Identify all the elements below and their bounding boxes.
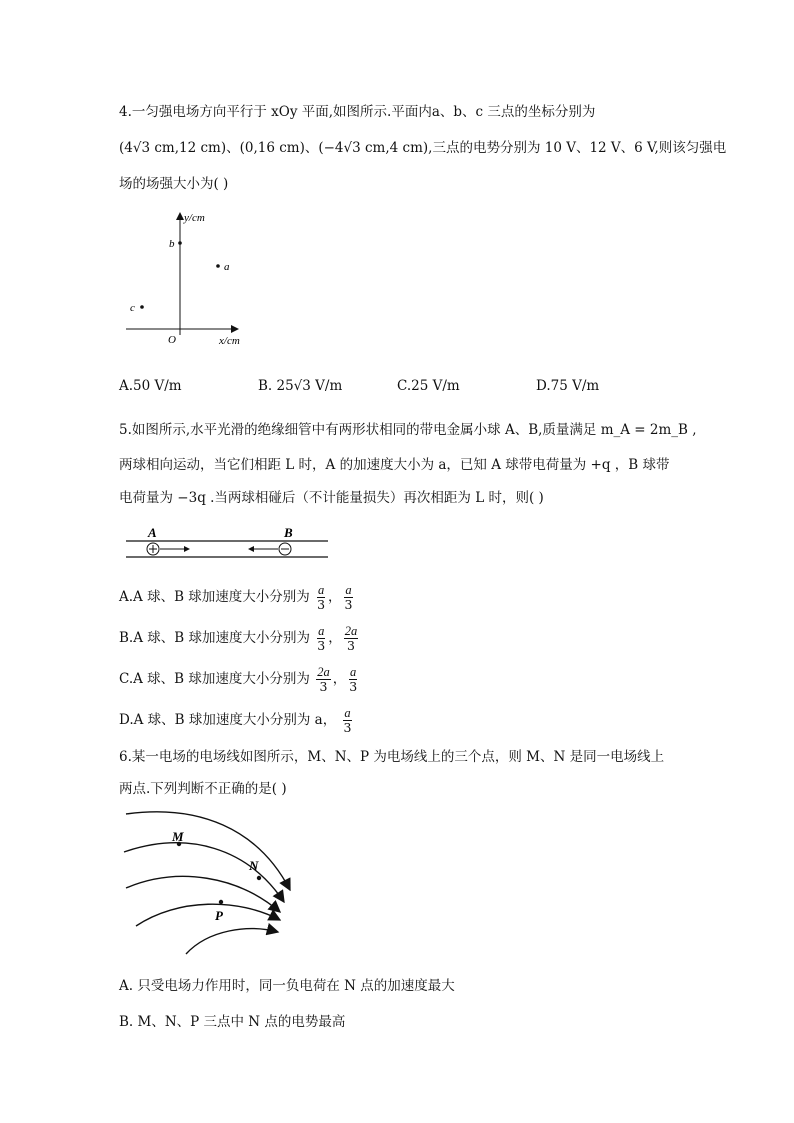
fraction (316, 624, 326, 653)
fraction-numerator: a (317, 583, 325, 597)
point-m-label: M (172, 829, 184, 844)
q6-field-lines-figure (118, 808, 308, 968)
fraction-numerator: a (350, 665, 357, 679)
fraction (344, 583, 354, 612)
q5-option-d[interactable] (119, 706, 354, 735)
point-n (257, 876, 261, 880)
fraction-numerator: a (344, 706, 351, 720)
fraction (343, 706, 353, 735)
q5-tube-figure (124, 522, 334, 562)
point-b-label: b (169, 238, 175, 250)
fraction-denominator: 3 (343, 720, 352, 735)
q5-option-a-text: A.A 球、B 球加速度大小分别为 (119, 589, 310, 605)
q6-option-b[interactable]: B. M、N、P 三点中 N 点的电势最高 (119, 1014, 346, 1030)
fraction-denominator: 3 (346, 638, 355, 653)
point-b (178, 241, 182, 245)
fraction-denominator: 3 (319, 679, 328, 694)
q5-option-c[interactable]: C.A 球、B 球加速度大小分别为 $\frac{2a}{3}$ ， $\frac{a}{3}$ (119, 665, 358, 694)
q4-option-d[interactable]: D.75 V/m (536, 378, 600, 394)
fraction (316, 583, 326, 612)
fraction-numerator: 2a (344, 624, 358, 638)
ball-a-label: A (148, 525, 157, 540)
field-line-3 (126, 876, 280, 912)
point-p (219, 900, 223, 904)
fraction-numerator: 2a (317, 665, 330, 679)
q5-option-c-text: C.A 球、B 球加速度大小分别为 (119, 671, 310, 687)
ball-b-velocity-arrow (248, 546, 278, 552)
point-a-label: a (224, 261, 230, 273)
q5-option-b-text: B.A 球、B 球加速度大小分别为 (119, 630, 310, 646)
q5-line-2: 两球相向运动，当它们相距 L 时，A 的加速度大小为 a，已知 A 球带电荷量为 +q ，B 球带 (119, 457, 670, 473)
q4-coordinate-figure (118, 207, 258, 352)
fraction-denominator: 3 (349, 679, 358, 694)
field-line-5 (186, 929, 278, 954)
fraction-numerator: a (318, 624, 325, 638)
q6-option-a[interactable]: A. 只受电场力作用时，同一负电荷在 N 点的加速度最大 (119, 978, 455, 994)
q6-line-2: 两点.下列判断不正确的是( ) (119, 781, 287, 797)
q4-option-c[interactable]: C.25 V/m (397, 378, 460, 394)
point-c-label: c (130, 302, 135, 314)
fraction (344, 624, 359, 653)
ball-b (279, 543, 291, 555)
fraction (348, 665, 358, 694)
field-line-2 (124, 843, 284, 902)
q5-line-1: 5.如图所示,水平光滑的绝缘细管中有两形状相同的带电金属小球 A、B,质量满足 m_A = 2m_B , (119, 422, 697, 438)
q5-option-b[interactable]: B.A 球、B 球加速度大小分别为 $\frac{a}{3}$ ， $\frac{2a}{3}$ (119, 624, 358, 653)
fraction-denominator: 3 (344, 597, 353, 612)
y-axis-label: y/cm (184, 212, 205, 224)
q4-option-a[interactable]: A.50 V/m (119, 378, 182, 394)
ball-b-label: B (284, 525, 293, 540)
point-p-label: P (215, 908, 223, 923)
point-n-label: N (249, 858, 259, 873)
fraction-denominator: 3 (317, 597, 326, 612)
point-a (216, 264, 220, 268)
q4-line-3: 场的场强大小为( ) (119, 176, 229, 192)
origin-label: O (168, 334, 176, 346)
q4-option-b[interactable]: B. 25√3 V/m (258, 378, 343, 394)
field-line-4 (136, 904, 280, 926)
q4-line-1: 4.一匀强电场方向平行于 xOy 平面,如图所示.平面内a、b、c 三点的坐标分别为 (119, 104, 596, 120)
q6-line-1: 6.某一电场的电场线如图所示，M、N、P 为电场线上的三个点，则 M、N 是同一电场线上 (119, 749, 665, 765)
fraction (316, 665, 331, 694)
ball-a-velocity-arrow (160, 546, 190, 552)
q4-line-2: (4√3 cm,12 cm)、(0,16 cm)、(−4√3 cm,4 cm),三点的电势分别为 10 V、12 V、6 V,则该匀强电 (119, 140, 727, 156)
q5-line-3: 电荷量为 −3q .当两球相碰后（不计能量损失）再次相距为 L 时，则( ) (119, 490, 544, 506)
x-axis-label: x/cm (219, 335, 240, 347)
q5-option-a[interactable]: A.A 球、B 球加速度大小分别为 $\frac{a}{3}$ ， $\frac{a}{3}$ (119, 583, 353, 612)
point-c (140, 305, 144, 309)
ball-a (147, 543, 159, 555)
q5-option-d-text: D.A 球、B 球加速度大小分别为 a， (119, 712, 337, 728)
fraction-numerator: a (345, 583, 352, 597)
fraction-denominator: 3 (317, 638, 326, 653)
